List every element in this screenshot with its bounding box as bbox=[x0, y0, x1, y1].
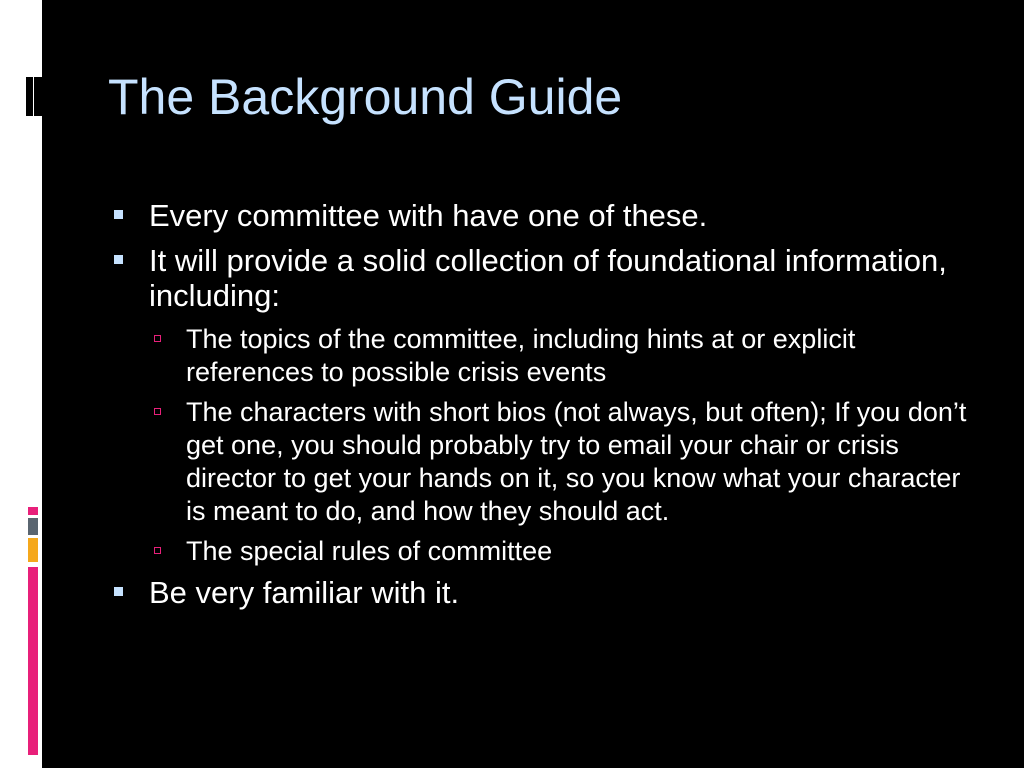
sub-bullet-list bbox=[112, 323, 972, 568]
accent-bar-pink-long bbox=[28, 567, 38, 755]
accent-bar-gray bbox=[28, 518, 38, 535]
bullet-item bbox=[112, 243, 972, 313]
hollow-square-bullet-icon bbox=[154, 335, 161, 342]
accent-bar-pink bbox=[28, 507, 38, 515]
square-bullet-icon bbox=[114, 210, 123, 219]
bullet-item bbox=[112, 198, 972, 233]
slide-title: The Background Guide bbox=[108, 69, 623, 125]
slide-content bbox=[112, 198, 972, 620]
square-bullet-icon bbox=[114, 587, 123, 596]
hollow-square-bullet-icon bbox=[154, 547, 161, 554]
sub-bullet-item bbox=[149, 323, 972, 389]
sub-bullet-item bbox=[149, 535, 972, 568]
bullet-text: Be very familiar with it. bbox=[149, 575, 460, 610]
sub-bullet-text: The special rules of committee bbox=[186, 536, 553, 566]
bullet-item bbox=[112, 575, 972, 610]
sub-bullet-text: The topics of the committee, including hints at or explicit references to possible crisis events bbox=[186, 324, 856, 387]
hollow-square-bullet-icon bbox=[154, 408, 161, 415]
sub-bullet-text: The characters with short bios (not always, but often); If you don’t get one, you should probably try to email your chair or crisis director to get your hands on it, so you know what your character is meant to do, and how they should act. bbox=[186, 397, 967, 526]
bullet-text: Every committee with have one of these. bbox=[149, 198, 708, 233]
bullet-text: It will provide a solid collection of foundational information, including: bbox=[149, 243, 947, 313]
accent-bar-orange bbox=[28, 538, 38, 562]
square-bullet-icon bbox=[114, 255, 123, 264]
title-marker-bar bbox=[26, 77, 33, 116]
sub-bullet-item bbox=[149, 396, 972, 528]
title-marker-bar bbox=[34, 77, 42, 116]
